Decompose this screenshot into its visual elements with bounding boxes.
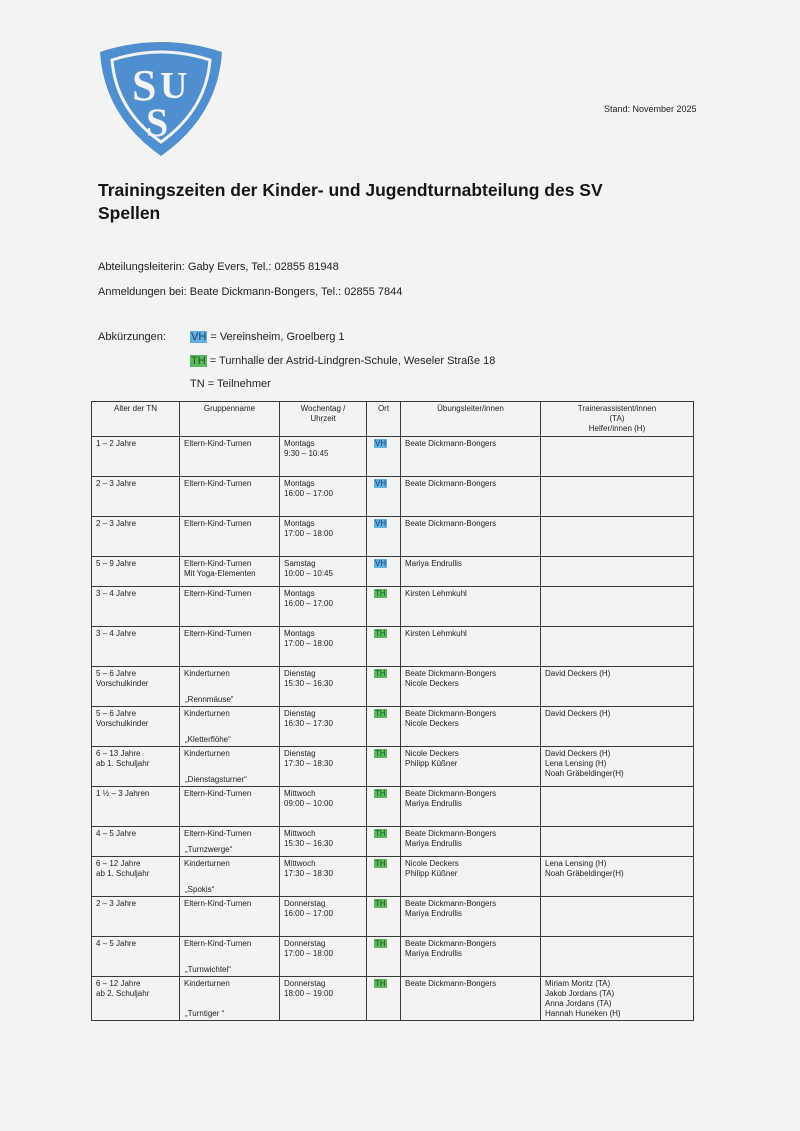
table-row <box>92 437 694 477</box>
table-row <box>92 517 694 557</box>
abbreviation-tn <box>190 378 271 390</box>
cell-day-time <box>280 977 367 1021</box>
location-tag: TH <box>375 859 386 868</box>
cell-trainers: Beate Dickmann-Bongers Mariya Endrullis <box>401 787 541 827</box>
time: 17:00 – 18:00 <box>284 639 333 648</box>
training-schedule-table <box>91 401 694 1021</box>
cell-group: Kinderturnen „Turntiger “ <box>180 977 280 1021</box>
cell-location <box>367 517 401 557</box>
weekday: Donnerstag <box>284 899 326 908</box>
abbreviation-th <box>190 355 495 367</box>
svg-text:S: S <box>146 100 169 145</box>
revision-date: Stand: November 2025 <box>604 104 697 114</box>
weekday: Dienstag <box>284 669 316 678</box>
cell-location <box>367 857 401 897</box>
cell-day-time <box>280 897 367 937</box>
weekday: Dienstag <box>284 709 316 718</box>
table-row <box>92 747 694 787</box>
club-logo <box>96 38 226 158</box>
location-tag: TH <box>375 589 386 598</box>
weekday: Montags <box>284 629 315 638</box>
cell-location <box>367 827 401 857</box>
cell-trainers: Kirsten Lehmkuhl <box>401 627 541 667</box>
time: 17:30 – 18:30 <box>284 759 333 768</box>
location-tag: VH <box>375 479 387 488</box>
time: 15:30 – 16:30 <box>284 679 333 688</box>
location-tag: TH <box>375 939 386 948</box>
cell-day-time <box>280 587 367 627</box>
cell-assistants <box>541 587 694 627</box>
table-row <box>92 667 694 707</box>
table-header-row <box>92 402 694 437</box>
cell-location <box>367 897 401 937</box>
cell-day-time <box>280 827 367 857</box>
cell-location <box>367 937 401 977</box>
cell-location <box>367 627 401 667</box>
cell-assistants <box>541 787 694 827</box>
time: 15:30 – 16:30 <box>284 839 333 848</box>
registration-contact: Anmeldungen bei: Beate Dickmann-Bongers, Tel.: 02855 7844 <box>98 286 403 298</box>
group-nickname: „Rennmäuse“ <box>185 695 234 704</box>
cell-assistants: David Deckers (H) Lena Lensing (H) Noah Gräbeldinger(H) <box>541 747 694 787</box>
cell-age: 4 – 5 Jahre <box>92 827 180 857</box>
time: 9:30 – 10:45 <box>284 449 329 458</box>
cell-trainers: Beate Dickmann-Bongers <box>401 517 541 557</box>
th-tag: TH <box>191 355 206 367</box>
sv-spellen-shield-icon <box>96 38 226 158</box>
cell-day-time <box>280 747 367 787</box>
cell-age: 5 – 6 Jahre Vorschulkinder <box>92 667 180 707</box>
header-day: Wochentag / Uhrzeit <box>280 402 367 437</box>
table-row <box>92 897 694 937</box>
cell-age: 5 – 9 Jahre <box>92 557 180 587</box>
location-tag: TH <box>375 979 386 988</box>
table-row <box>92 787 694 827</box>
group-nickname: „Dienstagsturner“ <box>185 775 247 784</box>
cell-trainers: Kirsten Lehmkuhl <box>401 587 541 627</box>
group-nickname: „Turnwichtel“ <box>185 965 231 974</box>
cell-age: 2 – 3 Jahre <box>92 897 180 937</box>
cell-assistants <box>541 557 694 587</box>
cell-assistants <box>541 897 694 937</box>
cell-trainers: Beate Dickmann-Bongers Mariya Endrullis <box>401 937 541 977</box>
weekday: Montags <box>284 479 315 488</box>
cell-location <box>367 787 401 827</box>
cell-day-time <box>280 667 367 707</box>
location-tag: VH <box>375 559 387 568</box>
vh-description: = Vereinsheim, Groelberg 1 <box>207 331 345 343</box>
cell-group: Eltern-Kind-Turnen <box>180 517 280 557</box>
time: 10:00 – 10:45 <box>284 569 333 578</box>
cell-group: Eltern-Kind-Turnen „Turnwichtel“ <box>180 937 280 977</box>
weekday: Dienstag <box>284 749 316 758</box>
weekday: Montags <box>284 589 315 598</box>
cell-group: Eltern-Kind-Turnen <box>180 627 280 667</box>
cell-day-time <box>280 857 367 897</box>
table-row <box>92 587 694 627</box>
weekday: Mittwoch <box>284 789 316 798</box>
cell-location <box>367 557 401 587</box>
title-line-2: Spellen <box>98 203 161 223</box>
group-nickname: „Turnzwerge“ <box>185 845 233 854</box>
header-group: Gruppenname <box>180 402 280 437</box>
cell-location <box>367 707 401 747</box>
group-nickname: „Kletterflöhe“ <box>185 735 231 744</box>
page-title <box>98 179 698 225</box>
cell-location <box>367 437 401 477</box>
cell-trainers: Beate Dickmann-Bongers <box>401 477 541 517</box>
cell-age: 5 – 6 Jahre Vorschulkinder <box>92 707 180 747</box>
cell-trainers: Beate Dickmann-Bongers Mariya Endrullis <box>401 827 541 857</box>
time: 17:00 – 18:00 <box>284 949 333 958</box>
cell-day-time <box>280 517 367 557</box>
cell-trainers: Nicole Deckers Philipp Küßner <box>401 857 541 897</box>
group-nickname: „Spokis“ <box>185 885 215 894</box>
cell-group: Eltern-Kind-Turnen <box>180 477 280 517</box>
table-row <box>92 557 694 587</box>
location-tag: TH <box>375 789 386 798</box>
abbreviation-vh <box>190 331 345 343</box>
location-tag: TH <box>375 749 386 758</box>
cell-age: 1 ½ – 3 Jahren <box>92 787 180 827</box>
cell-age: 6 – 13 Jahre ab 1. Schuljahr <box>92 747 180 787</box>
tn-tag: TN <box>190 378 205 390</box>
header-trainers: Übungsleiter/innen <box>401 402 541 437</box>
cell-location <box>367 977 401 1021</box>
cell-age: 4 – 5 Jahre <box>92 937 180 977</box>
table-row <box>92 627 694 667</box>
cell-assistants <box>541 627 694 667</box>
cell-group: Eltern-Kind-Turnen <box>180 897 280 937</box>
cell-trainers: Beate Dickmann-Bongers Nicole Deckers <box>401 707 541 747</box>
cell-location <box>367 477 401 517</box>
cell-day-time <box>280 787 367 827</box>
cell-day-time <box>280 937 367 977</box>
abbreviations-label: Abkürzungen: <box>98 331 166 343</box>
cell-trainers: Beate Dickmann-Bongers <box>401 977 541 1021</box>
header-assistants: Trainerassistent/innen (TA) Helfer/innen (H) <box>541 402 694 437</box>
cell-assistants: David Deckers (H) <box>541 667 694 707</box>
cell-location <box>367 747 401 787</box>
cell-age: 1 – 2 Jahre <box>92 437 180 477</box>
th-description: = Turnhalle der Astrid-Lindgren-Schule, Weseler Straße 18 <box>206 355 496 367</box>
cell-trainers: Beate Dickmann-Bongers Mariya Endrullis <box>401 897 541 937</box>
cell-age: 2 – 3 Jahre <box>92 477 180 517</box>
location-tag: TH <box>375 899 386 908</box>
cell-day-time <box>280 477 367 517</box>
cell-group: Eltern-Kind-Turnen <box>180 437 280 477</box>
cell-day-time <box>280 707 367 747</box>
header-location: Ort <box>367 402 401 437</box>
weekday: Donnerstag <box>284 939 326 948</box>
time: 16:30 – 17:30 <box>284 719 333 728</box>
time: 18:00 – 19:00 <box>284 989 333 998</box>
time: 09:00 – 10:00 <box>284 799 333 808</box>
location-tag: TH <box>375 829 386 838</box>
department-leader: Abteilungsleiterin: Gaby Evers, Tel.: 02855 81948 <box>98 261 339 273</box>
cell-group: Kinderturnen „Dienstagsturner“ <box>180 747 280 787</box>
cell-group: Kinderturnen „Spokis“ <box>180 857 280 897</box>
cell-location <box>367 667 401 707</box>
cell-age: 3 – 4 Jahre <box>92 587 180 627</box>
table-row <box>92 977 694 1021</box>
time: 17:30 – 18:30 <box>284 869 333 878</box>
weekday: Montags <box>284 519 315 528</box>
cell-assistants: David Deckers (H) <box>541 707 694 747</box>
group-nickname: „Turntiger “ <box>185 1009 225 1018</box>
weekday: Mittwoch <box>284 859 316 868</box>
cell-group: Eltern-Kind-Turnen <box>180 787 280 827</box>
cell-group: Kinderturnen „Rennmäuse“ <box>180 667 280 707</box>
tn-description: = Teilnehmer <box>204 378 271 390</box>
table-row <box>92 827 694 857</box>
table-row <box>92 707 694 747</box>
vh-tag: VH <box>191 331 207 343</box>
time: 16:00 – 17:00 <box>284 599 333 608</box>
table-row <box>92 937 694 977</box>
cell-group: Eltern-Kind-Turnen Mit Yoga-Elementen <box>180 557 280 587</box>
header-age: Alter der TN <box>92 402 180 437</box>
cell-age: 6 – 12 Jahre ab 1. Schuljahr <box>92 857 180 897</box>
weekday: Mittwoch <box>284 829 316 838</box>
cell-assistants <box>541 937 694 977</box>
cell-day-time <box>280 627 367 667</box>
cell-assistants <box>541 437 694 477</box>
cell-age: 2 – 3 Jahre <box>92 517 180 557</box>
cell-assistants <box>541 517 694 557</box>
location-tag: TH <box>375 629 386 638</box>
weekday: Samstag <box>284 559 316 568</box>
cell-day-time <box>280 557 367 587</box>
cell-trainers: Beate Dickmann-Bongers <box>401 437 541 477</box>
cell-group: Eltern-Kind-Turnen <box>180 587 280 627</box>
weekday: Montags <box>284 439 315 448</box>
time: 16:00 – 17:00 <box>284 909 333 918</box>
cell-assistants: Lena Lensing (H) Noah Gräbeldinger(H) <box>541 857 694 897</box>
cell-trainers: Nicole Deckers Philipp Küßner <box>401 747 541 787</box>
cell-trainers: Mariya Endrullis <box>401 557 541 587</box>
svg-text:U: U <box>160 65 188 107</box>
cell-age: 6 – 12 Jahre ab 2. Schuljahr <box>92 977 180 1021</box>
cell-day-time <box>280 437 367 477</box>
cell-assistants <box>541 827 694 857</box>
location-tag: VH <box>375 439 387 448</box>
location-tag: TH <box>375 669 386 678</box>
svg-text:S: S <box>132 61 157 110</box>
title-line-1: Trainingszeiten der Kinder- und Jugendturnabteilung des SV <box>98 180 603 200</box>
time: 17:00 – 18:00 <box>284 529 333 538</box>
cell-location <box>367 587 401 627</box>
cell-group: Eltern-Kind-Turnen „Turnzwerge“ <box>180 827 280 857</box>
table-row <box>92 477 694 517</box>
location-tag: TH <box>375 709 386 718</box>
weekday: Donnerstag <box>284 979 326 988</box>
cell-assistants: Miriam Moritz (TA) Jakob Jordans (TA) Anna Jordans (TA) Hannah Huneken (H) <box>541 977 694 1021</box>
time: 16:00 – 17:00 <box>284 489 333 498</box>
table-row <box>92 857 694 897</box>
cell-trainers: Beate Dickmann-Bongers Nicole Deckers <box>401 667 541 707</box>
cell-assistants <box>541 477 694 517</box>
cell-group: Kinderturnen „Kletterflöhe“ <box>180 707 280 747</box>
cell-age: 3 – 4 Jahre <box>92 627 180 667</box>
location-tag: VH <box>375 519 387 528</box>
